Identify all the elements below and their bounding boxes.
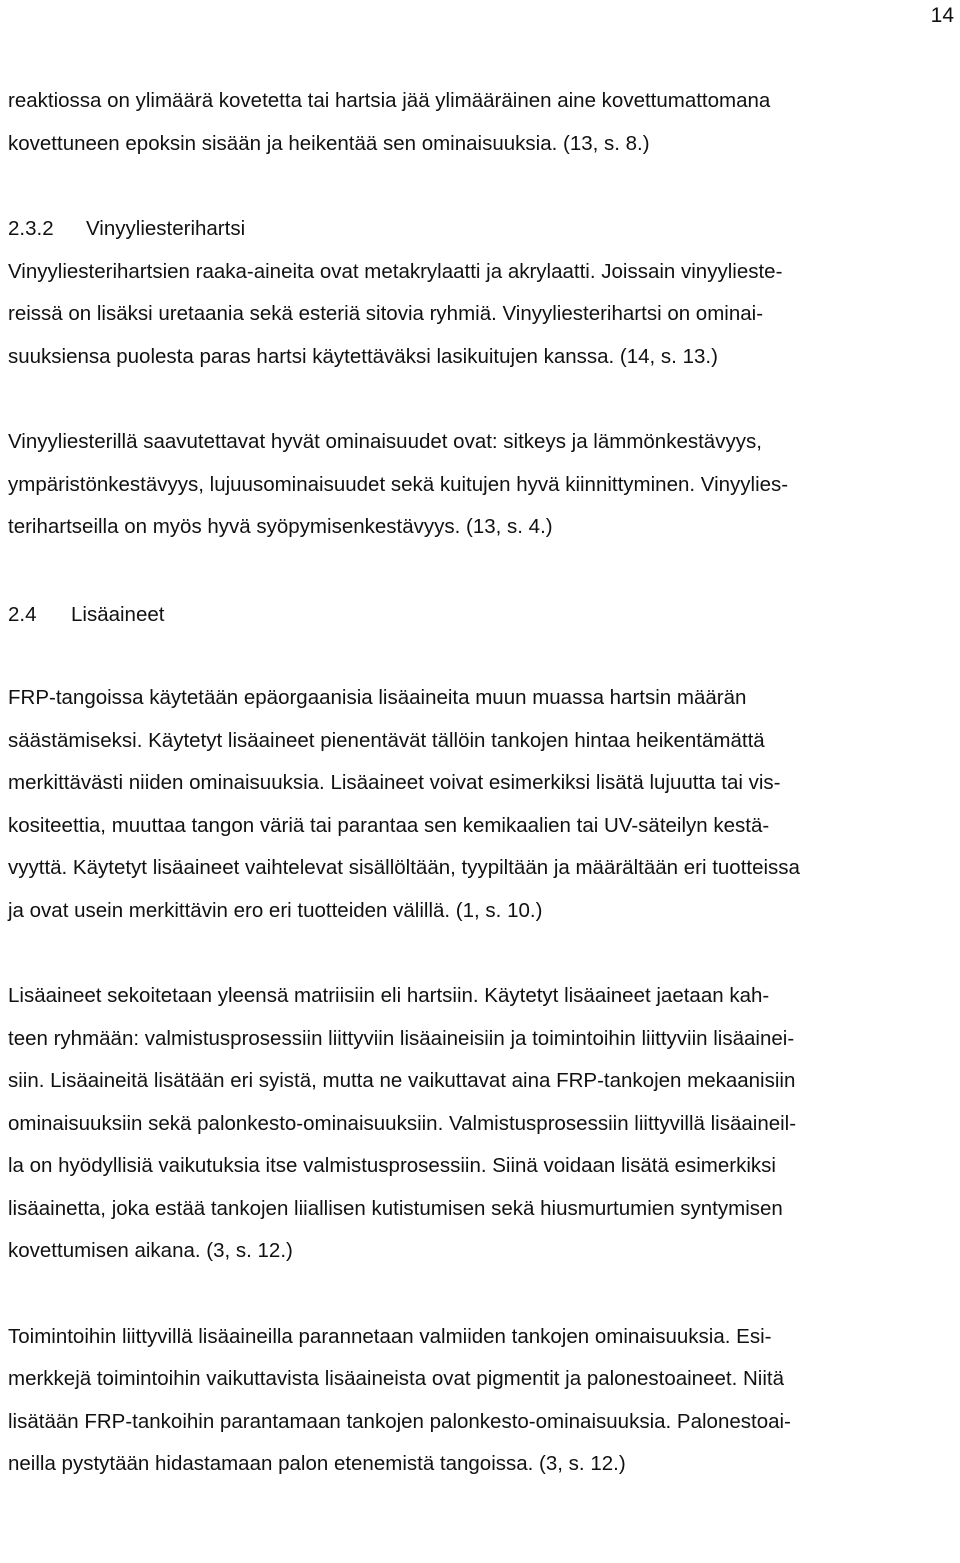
text-line: reissä on lisäksi uretaania sekä esteriä sitovia ryhmiä. Vinyyliesterihartsi on ominai- [8, 302, 764, 325]
text-line: terihartseilla on myös hyvä syöpymisenkestävyys. (13, s. 4.) [8, 515, 553, 538]
paragraph-intro [8, 80, 956, 165]
text-line: kositeettia, muuttaa tangon väriä tai parantaa sen kemikaalien tai UV-säteilyn kestä- [8, 813, 770, 837]
text-line: suuksiensa puolesta paras hartsi käytettäväksi lasikuitujen kanssa. (14, s. 13.) [8, 344, 718, 368]
paragraph-additives-1 [8, 677, 956, 932]
section-heading-2-3-2 [8, 208, 956, 251]
text-line: kovettuneen epoksin sisään ja heikentää sen ominaisuuksia. (13, s. 8.) [8, 131, 650, 155]
paragraph-additives-2 [8, 975, 956, 1273]
document-body [8, 80, 956, 1486]
paragraph-vinyl-2 [8, 421, 956, 549]
section-title: Vinyyliesterihartsi [86, 217, 246, 240]
text-line: Vinyyliesterihartsien raaka-aineita ovat metakrylaatti ja akrylaatti. Joissain vinyylieste- [8, 259, 783, 283]
text-line: ominaisuuksiin sekä palonkesto-ominaisuuksiin. Valmistusprosessiin liittyvillä lisäaineil- [8, 1111, 797, 1135]
text-line: ympäristönkestävyys, lujuusominaisuudet sekä kuitujen hyvä kiinnittyminen. Vinyylies- [8, 472, 789, 496]
text-line: reaktiossa on ylimäärä kovetetta tai hartsia jää ylimääräinen aine kovettumattomana [8, 89, 771, 112]
text-line: Toimintoihin liittyvillä lisäaineilla parannetaan valmiiden tankojen ominaisuuksia. Esi- [8, 1324, 772, 1348]
text-line: siin. Lisäaineitä lisätään eri syistä, mutta ne vaikuttavat aina FRP-tankojen mekaanisiin [8, 1069, 796, 1092]
text-line: merkittävästi niiden ominaisuuksia. Lisäaineet voivat esimerkiksi lisätä lujuutta tai vis- [8, 771, 781, 794]
text-line: säästämiseksi. Käytetyt lisäaineet pienentävät tällöin tankojen hintaa heikentämättä [8, 728, 765, 752]
text-line: lisätään FRP-tankoihin parantamaan tankojen palonkesto-ominaisuuksia. Palonestoai- [8, 1409, 791, 1433]
text-line: la on hyödyllisiä vaikutuksia itse valmistusprosessiin. Siinä voidaan lisätä esimerkiksi [8, 1154, 776, 1177]
text-line: FRP-tangoissa käytetään epäorgaanisia lisäaineita muun muassa hartsin määrän [8, 686, 747, 709]
page-number: 14 [930, 4, 954, 27]
text-line: ja ovat usein merkittävin ero eri tuotteiden välillä. (1, s. 10.) [8, 898, 543, 922]
paragraph-additives-3 [8, 1316, 956, 1486]
text-line: vyyttä. Käytetyt lisäaineet vaihtelevat sisällöltään, tyypiltään ja määrältään eri tuotteissa [8, 856, 800, 879]
section-number: 2.3.2 [8, 217, 54, 240]
section-number: 2.4 [8, 602, 37, 626]
text-line: lisäainetta, joka estää tankojen liiallisen kutistumisen sekä hiusmurtumien syntymisen [8, 1196, 783, 1220]
section-title: Lisäaineet [71, 602, 165, 626]
text-line: merkkejä toimintoihin vaikuttavista lisäaineista ovat pigmentit ja palonestoaineet. Niitä [8, 1367, 784, 1390]
text-line: neilla pystytään hidastamaan palon etenemistä tangoissa. (3, s. 12.) [8, 1452, 626, 1475]
text-line: kovettumisen aikana. (3, s. 12.) [8, 1239, 293, 1262]
section-heading-2-4 [8, 594, 956, 637]
text-line: teen ryhmään: valmistusprosessiin liittyviin lisäaineisiin ja toimintoihin liittyviin lisäainei- [8, 1026, 795, 1050]
paragraph-vinyl-1 [8, 251, 956, 379]
text-line: Lisäaineet sekoitetaan yleensä matriisiin eli hartsiin. Käytetyt lisäaineet jaetaan kah- [8, 984, 770, 1007]
text-line: Vinyyliesterillä saavutettavat hyvät ominaisuudet ovat: sitkeys ja lämmönkestävyys, [8, 430, 762, 453]
